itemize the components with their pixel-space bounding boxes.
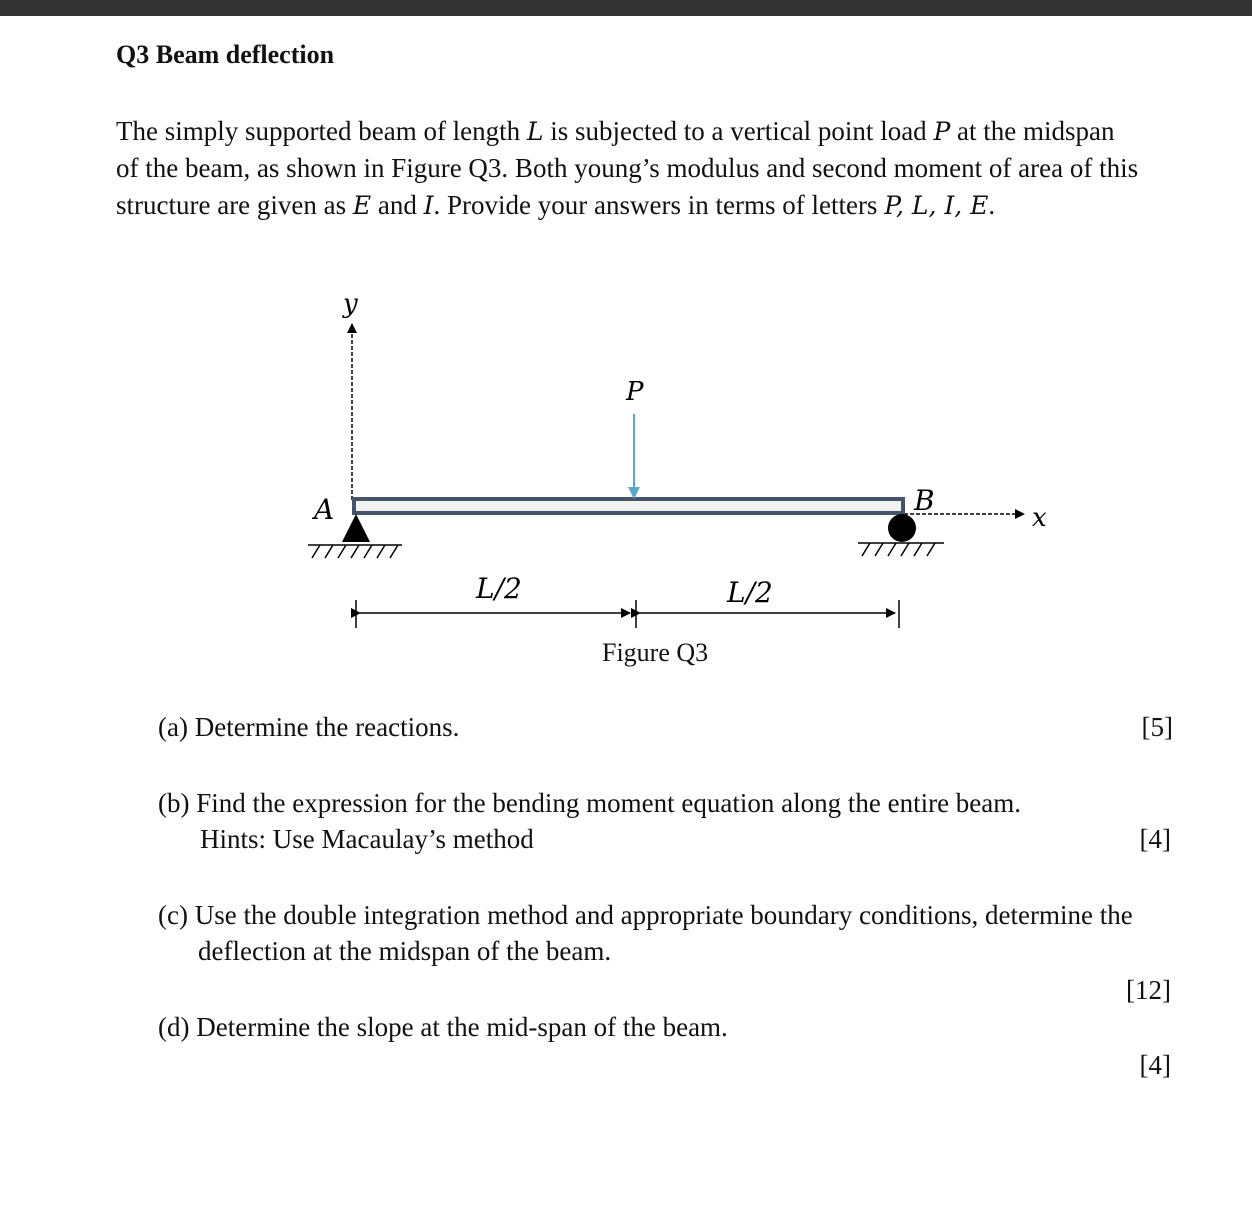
question-d: (d) Determine the slope at the mid-span of the beam. <box>158 1012 728 1042</box>
question-c: (c) Use the double integration method and appropriate boundary conditions, determine the <box>158 900 1133 930</box>
intro-line-3: structure are given as E and I. Provide your answers in terms of letters P, L, I, E. <box>116 190 996 220</box>
ground-hatch-b <box>862 543 935 556</box>
load-label: P <box>626 377 644 407</box>
y-axis-label: y <box>343 289 358 319</box>
beam <box>354 499 903 513</box>
question-a: (a) Determine the reactions. <box>158 712 460 742</box>
support-a-label: A <box>314 493 335 526</box>
marks-d: [4] <box>1139 1050 1171 1080</box>
question-b: (b) Find the expression for the bending moment equation along the entire beam. <box>158 788 1022 818</box>
dim-right-label: L/2 <box>727 576 773 609</box>
ground-hatch-a <box>312 545 398 558</box>
x-axis-label: x <box>1032 503 1047 533</box>
marks-c: [12] <box>1126 975 1171 1005</box>
roller-support-b <box>888 514 916 542</box>
intro-line-1: The simply supported beam of length L is subjected to a vertical point load P at the midspan <box>116 116 1115 146</box>
dim-left-label: L/2 <box>476 572 522 605</box>
marks-a: [5] <box>1141 712 1173 742</box>
pin-support-a <box>342 514 370 542</box>
question-title: Q3 Beam deflection <box>116 40 335 69</box>
question-c-line-2: deflection at the midspan of the beam. <box>198 936 612 966</box>
question-b-hint: Hints: Use Macaulay’s method <box>200 824 534 854</box>
marks-b: [4] <box>1139 824 1171 854</box>
support-b-label: B <box>914 484 935 517</box>
intro-line-2: of the beam, as shown in Figure Q3. Both young’s modulus and second moment of area of this <box>116 153 1139 183</box>
figure-caption: Figure Q3 <box>602 638 709 667</box>
